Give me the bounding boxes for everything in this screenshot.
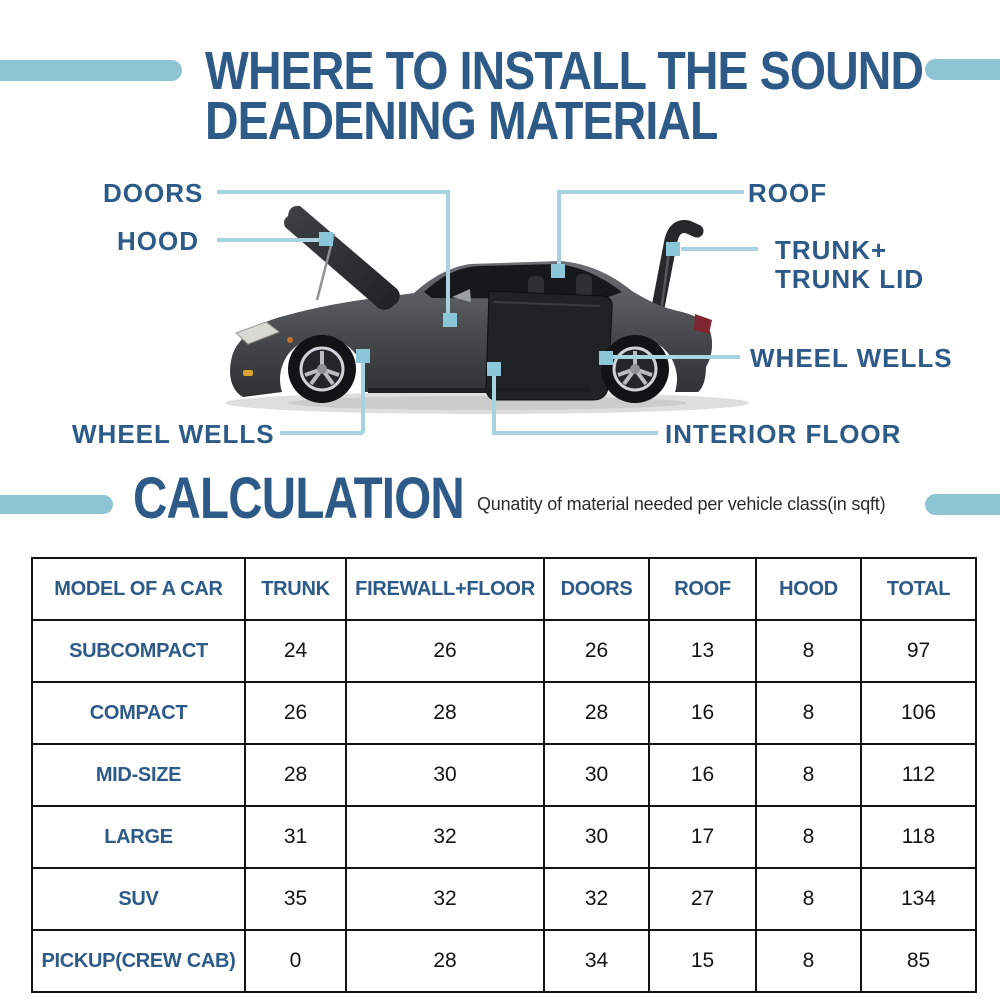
calculation-heading: CALCULATION xyxy=(133,466,464,531)
page-title-line1: WHERE TO INSTALL THE SOUND xyxy=(205,41,924,101)
cell-value: 32 xyxy=(346,806,544,868)
cell-value: 24 xyxy=(245,620,346,682)
wheel-wells-front-leader-line xyxy=(280,431,363,435)
seat xyxy=(576,274,592,298)
cell-value: 16 xyxy=(649,744,756,806)
header-accent-bar-right xyxy=(925,59,1000,80)
table-row xyxy=(32,744,976,806)
table-header-row xyxy=(32,558,976,620)
doors-target-marker xyxy=(443,313,457,327)
front-wheel xyxy=(288,335,356,403)
interior-floor-leader-line-vertical xyxy=(492,374,496,433)
roof-leader-line xyxy=(557,190,744,194)
col-header-doors: DOORS xyxy=(544,558,649,620)
row-label: SUV xyxy=(32,868,245,930)
cell-value: 8 xyxy=(756,682,861,744)
table-row xyxy=(32,868,976,930)
cell-value: 97 xyxy=(861,620,976,682)
wheel-wells-front-target-marker xyxy=(356,349,370,363)
cell-value: 8 xyxy=(756,868,861,930)
header-accent-bar-left xyxy=(0,60,182,81)
label-doors: DOORS xyxy=(103,178,204,208)
cell-value: 106 xyxy=(861,682,976,744)
row-label: MID-SIZE xyxy=(32,744,245,806)
col-header-hood: HOOD xyxy=(756,558,861,620)
wheel-wells-front-leader-line-vertical xyxy=(361,356,365,433)
row-label: LARGE xyxy=(32,806,245,868)
page-title xyxy=(205,41,924,151)
label-interior-floor: INTERIOR FLOOR xyxy=(665,419,902,449)
label-trunk-line2: TRUNK LID xyxy=(775,264,925,294)
label-roof: ROOF xyxy=(748,178,828,208)
cell-value: 8 xyxy=(756,806,861,868)
cell-value: 30 xyxy=(544,744,649,806)
cell-value: 32 xyxy=(346,868,544,930)
fog-light xyxy=(243,370,253,376)
calc-accent-bar-right xyxy=(925,494,1000,515)
col-header-roof: ROOF xyxy=(649,558,756,620)
cell-value: 26 xyxy=(245,682,346,744)
table-row xyxy=(32,930,976,992)
col-header-trunk: TRUNK xyxy=(245,558,346,620)
trunk-leader-line xyxy=(681,247,758,251)
cell-value: 16 xyxy=(649,682,756,744)
cell-value: 134 xyxy=(861,868,976,930)
doors-leader-line xyxy=(217,190,450,194)
cell-value: 28 xyxy=(245,744,346,806)
label-trunk xyxy=(775,236,924,294)
cell-value: 0 xyxy=(245,930,346,992)
row-label: PICKUP(CREW CAB) xyxy=(32,930,245,992)
col-header-model: MODEL OF A CAR xyxy=(32,558,245,620)
roof-target-marker xyxy=(551,264,565,278)
wheel-wells-rear-target-marker xyxy=(599,351,613,365)
cell-value: 30 xyxy=(544,806,649,868)
roof-leader-line-vertical xyxy=(557,190,561,271)
wheel-wells-rear-leader-line xyxy=(613,355,740,359)
cell-value: 15 xyxy=(649,930,756,992)
table-row xyxy=(32,620,976,682)
cell-value: 32 xyxy=(544,868,649,930)
cell-value: 26 xyxy=(544,620,649,682)
cell-value: 8 xyxy=(756,620,861,682)
material-quantity-table xyxy=(31,557,977,993)
table-row xyxy=(32,682,976,744)
row-label: COMPACT xyxy=(32,682,245,744)
cell-value: 26 xyxy=(346,620,544,682)
label-hood: HOOD xyxy=(117,226,199,256)
cell-value: 34 xyxy=(544,930,649,992)
label-trunk-line1: TRUNK+ xyxy=(775,235,888,265)
page-title-line2: DEADENING MATERIAL xyxy=(205,91,718,151)
interior-floor-target-marker xyxy=(487,362,501,376)
calc-accent-bar-left xyxy=(0,495,113,514)
cell-value: 17 xyxy=(649,806,756,868)
cell-value: 13 xyxy=(649,620,756,682)
hood-open xyxy=(284,206,400,310)
cell-value: 27 xyxy=(649,868,756,930)
rear-wheel xyxy=(601,335,669,403)
side-marker-light xyxy=(287,337,293,343)
cell-value: 28 xyxy=(346,930,544,992)
cell-value: 31 xyxy=(245,806,346,868)
hood-leader-line xyxy=(217,238,327,242)
interior-floor-leader-line xyxy=(492,431,658,435)
hood-target-marker xyxy=(319,232,333,246)
trunk-target-marker xyxy=(666,242,680,256)
label-wheel-wells-rear: WHEEL WELLS xyxy=(750,343,953,373)
cell-value: 30 xyxy=(346,744,544,806)
cell-value: 35 xyxy=(245,868,346,930)
col-header-firewall-floor: FIREWALL+FLOOR xyxy=(346,558,544,620)
cell-value: 85 xyxy=(861,930,976,992)
rocker-panel xyxy=(368,388,590,393)
cell-value: 28 xyxy=(346,682,544,744)
cell-value: 8 xyxy=(756,744,861,806)
calculation-subtitle: Qunatity of material needed per vehicle class(in sqft) xyxy=(477,494,886,514)
table-row xyxy=(32,806,976,868)
cell-value: 112 xyxy=(861,744,976,806)
cell-value: 118 xyxy=(861,806,976,868)
door-open-panel xyxy=(486,291,612,400)
label-wheel-wells-front: WHEEL WELLS xyxy=(72,419,275,449)
col-header-total: TOTAL xyxy=(861,558,976,620)
cell-value: 28 xyxy=(544,682,649,744)
cell-value: 8 xyxy=(756,930,861,992)
row-label: SUBCOMPACT xyxy=(32,620,245,682)
doors-leader-line-vertical xyxy=(446,190,450,320)
